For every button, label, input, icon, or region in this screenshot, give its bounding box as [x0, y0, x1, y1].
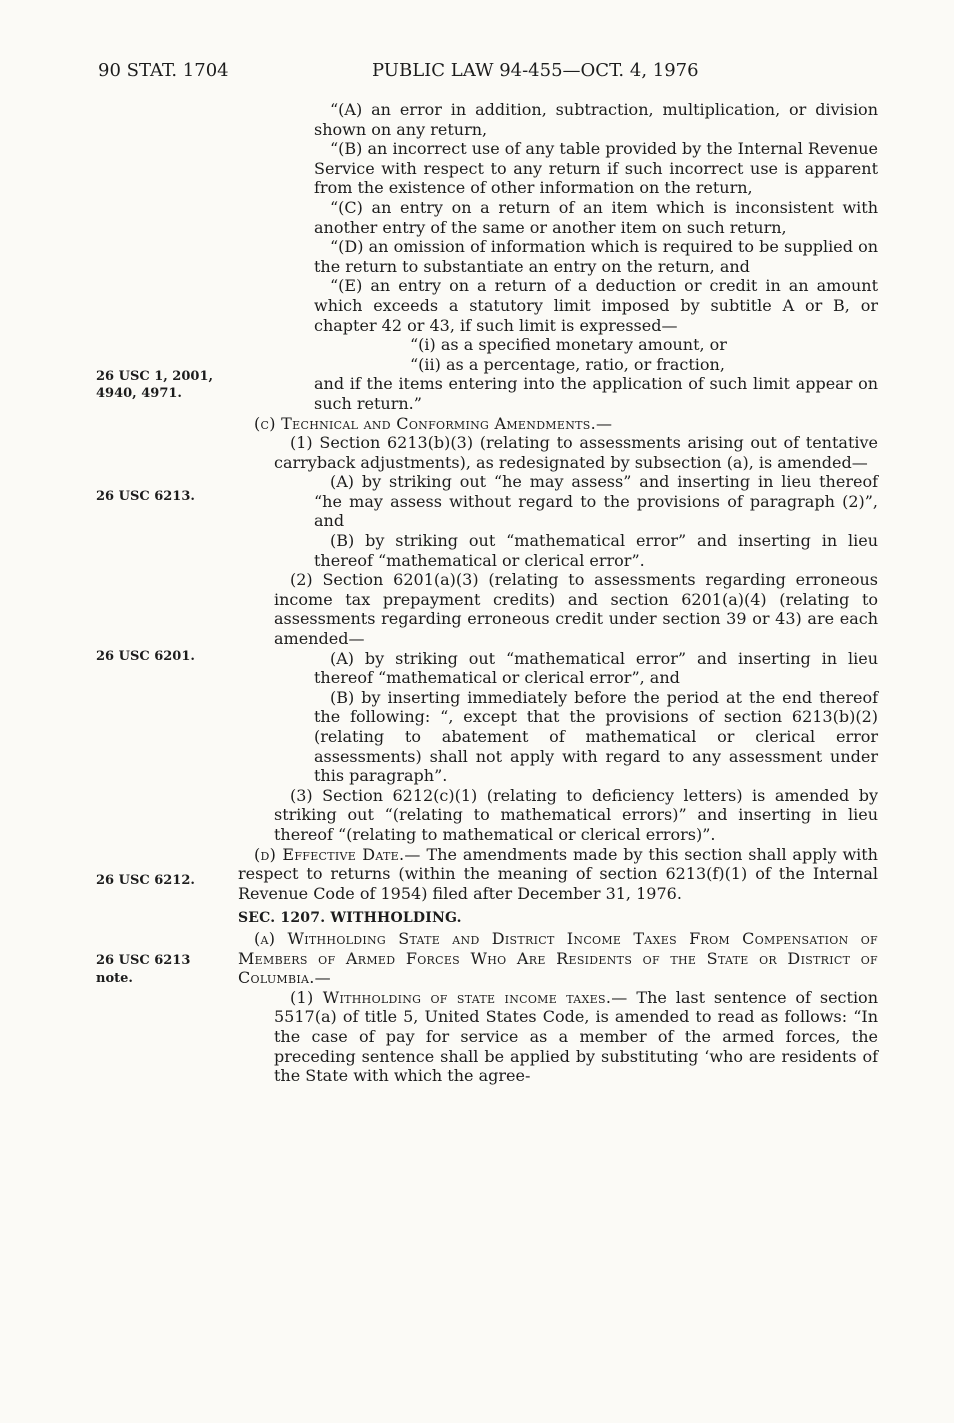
margin-note: 26 USC 6213.: [96, 489, 195, 504]
margin-note: 26 USC 6212.: [96, 873, 195, 888]
section-heading: SEC. 1207. WITHHOLDING.: [238, 910, 462, 927]
paragraph: (2) Section 6201(a)(3) (relating to assessments regarding erroneous income tax prepayment credits) and section 6201(a)(4) (relating to assessments regarding erroneous credit under section 39 or 43) are each amended—: [274, 570, 878, 649]
paragraph: (A) by striking out “mathematical error” and inserting in lieu thereof “mathematical or clerical error”, and: [314, 648, 878, 688]
paragraph: (B) by inserting immediately before the period at the end thereof the following: “, except that the provisions of section 6213(b)(2) (relating to abatement of mathematical or clerical error assessments) shall not apply with regard to any assessment under this paragraph”.: [314, 687, 878, 786]
statute-body: [238, 100, 878, 1086]
subsection-heading: (c) Technical and Conforming Amendments.—: [254, 413, 613, 433]
margin-note: 26 USC 6213: [96, 953, 191, 968]
paragraph: “(C) an entry on a return of an item which is inconsistent with another entry of the same or another item on such return,: [314, 197, 878, 237]
paragraph: “(D) an omission of information which is required to be supplied on the return to substantiate an entry on the return, and: [314, 237, 878, 276]
paragraph: “(ii) as a percentage, ratio, or fraction,: [410, 354, 725, 374]
law-title: PUBLIC LAW 94-455—OCT. 4, 1976: [372, 60, 699, 81]
stat-page-number: 90 STAT. 1704: [98, 60, 229, 81]
subsection-heading: (a) Withholding State and District Income Taxes From Compensation of Members of Armed Forces Who Are Residents of the State or District of Columbia.—: [238, 928, 878, 988]
paragraph: (3) Section 6212(c)(1) (relating to deficiency letters) is amended by striking out “(relating to mathematical errors)” and inserting in lieu thereof “(relating to mathematical or clerical errors)”.: [274, 785, 878, 844]
margin-note: note.: [96, 971, 133, 986]
paragraph-text: The last sentence of section 5517(a) of title 5, United States Code, is amended to read as follows: “In the case of pay for service as a member of the armed forces, the preceding sentence shall be applied by substituting ‘who are residents of the State with which the agree-: [274, 987, 878, 1086]
margin-note: 26 USC 6201.: [96, 649, 195, 664]
paragraph: “(B) an incorrect use of any table provided by the Internal Revenue Service with respect to any return if such incorrect use is apparent from the existence of other information on the return,: [314, 139, 878, 198]
paragraph: “(E) an entry on a return of a deduction or credit in an amount which exceeds a statutory limit imposed by subtitle A or B, or chapter 42 or 43, if such limit is expressed—: [314, 276, 878, 335]
paragraph-heading: (1) Withholding of state income taxes.—: [290, 987, 628, 1007]
margin-note: 26 USC 1, 2001, 4940, 4971.: [96, 369, 214, 401]
paragraph: (1) Section 6213(b)(3) (relating to assessments arising out of tentative carryback adjustments), as redesignated by subsection (a), is amended—: [274, 433, 878, 472]
running-header: [0, 60, 954, 84]
paragraph: [238, 988, 878, 1086]
effective-date-heading: (d) Effective Date.—: [254, 844, 421, 864]
paragraph: “(A) an error in addition, subtraction, multiplication, or division shown on any return,: [314, 100, 878, 139]
paragraph: (A) by striking out “he may assess” and inserting in lieu thereof “he may assess without regard to the provisions of paragraph (2)”, and: [314, 472, 878, 531]
effective-date-text: The amendments made by this section shall apply with respect to returns (within the meaning of section 6213(f)(1) of the Internal Revenue Code of 1954) filed after December 31, 1976.: [238, 844, 878, 903]
paragraph: (B) by striking out “mathematical error” and inserting in lieu thereof “mathematical or clerical error”.: [314, 531, 878, 570]
paragraph: and if the items entering into the application of such limit appear on such return.”: [314, 374, 878, 413]
paragraph: [238, 845, 878, 904]
paragraph: “(i) as a specified monetary amount, or: [410, 335, 727, 355]
